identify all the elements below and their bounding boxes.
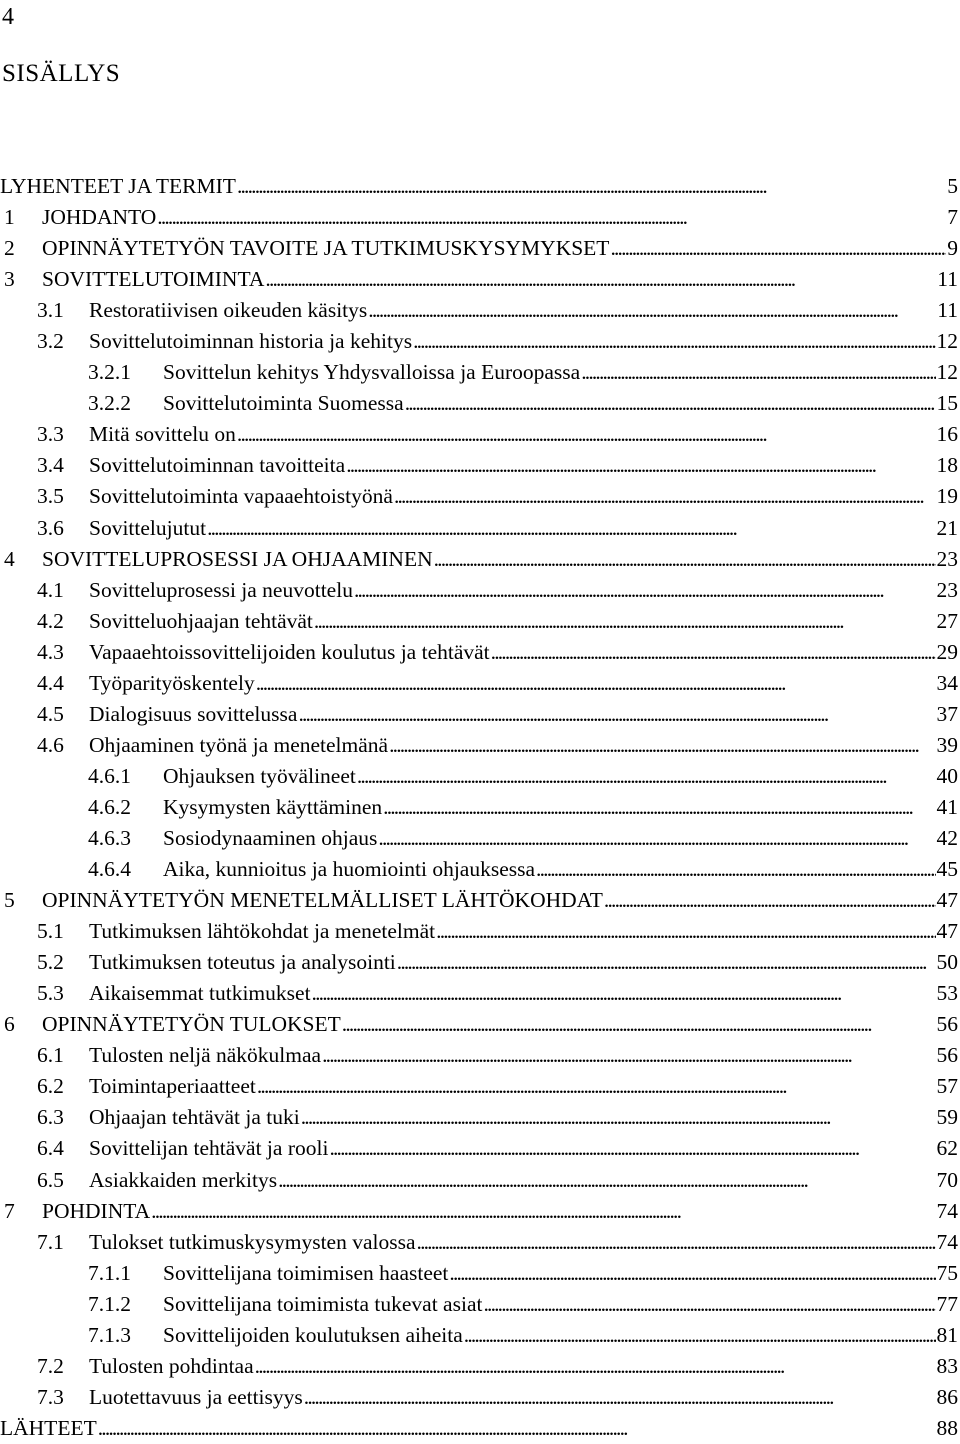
toc-entry-number: 4.6.2 <box>88 794 131 819</box>
toc-entry-title: Sovittelutoiminnan tavoitteita <box>89 453 346 478</box>
toc-entry[interactable] <box>0 761 958 792</box>
toc-entry-title: Toimintaperiaatteet <box>89 1074 256 1099</box>
toc-entry-page: 12 <box>936 329 958 354</box>
dot-leader <box>314 606 936 637</box>
toc-entry-page: 12 <box>936 360 958 385</box>
toc-entry-page: 74 <box>936 1229 958 1254</box>
toc-entry-page: 47 <box>936 919 958 944</box>
dot-leader <box>464 1320 936 1351</box>
dot-leader <box>298 699 935 730</box>
dot-leader <box>265 264 936 295</box>
toc-entry-page: 18 <box>936 453 958 478</box>
toc-entry-page: 23 <box>936 546 958 571</box>
toc-entry[interactable] <box>0 202 958 233</box>
dot-leader <box>151 1196 935 1227</box>
toc-entry-number: 1 <box>4 205 15 230</box>
dot-leader <box>342 1009 936 1040</box>
toc-entry[interactable] <box>0 1320 958 1351</box>
dot-leader <box>417 1227 936 1258</box>
toc-entry-number: 6.5 <box>37 1167 64 1192</box>
toc-entry[interactable] <box>0 326 958 357</box>
toc-entry-page: 34 <box>936 670 958 695</box>
toc-entry-number: 3.2.1 <box>88 360 131 385</box>
toc-entry-page: 62 <box>936 1136 958 1161</box>
toc-entry[interactable] <box>0 513 958 544</box>
dot-leader <box>394 481 936 512</box>
toc-entry-number: 3.6 <box>37 515 64 540</box>
toc-entry-number: 4.1 <box>37 577 64 602</box>
toc-entry[interactable] <box>0 947 958 978</box>
toc-entry-title: Kysymysten käyttäminen <box>163 794 383 819</box>
toc-entry[interactable] <box>0 1071 958 1102</box>
toc-entry-title: POHDINTA <box>42 1198 151 1223</box>
toc-entry-title: OPINNÄYTETYÖN TULOKSET <box>42 1012 341 1037</box>
toc-entry[interactable] <box>0 295 958 326</box>
toc-entry-number: 7 <box>4 1198 15 1223</box>
toc-entry-number: 3.2 <box>37 329 64 354</box>
toc-entry-title: LYHENTEET JA TERMIT <box>0 174 236 198</box>
dot-leader <box>98 1413 936 1444</box>
toc-entry-page: 42 <box>936 825 958 850</box>
toc-entry[interactable] <box>0 978 958 1009</box>
toc-entry[interactable] <box>0 1165 958 1196</box>
toc-entry[interactable] <box>0 1102 958 1133</box>
toc-entry-number: 4.5 <box>37 701 64 726</box>
toc-entry-number: 3 <box>4 267 15 292</box>
toc-entry-title: Tulokset tutkimuskysymysten valossa <box>89 1229 416 1254</box>
toc-entry[interactable] <box>0 233 958 264</box>
toc-entry-page: 57 <box>936 1074 958 1099</box>
dot-leader <box>413 326 935 357</box>
toc-entry-number: 4.4 <box>37 670 64 695</box>
toc-entry-title: Vapaaehtoissovittelijoiden koulutus ja tehtävät <box>89 639 490 664</box>
dot-leader <box>257 1071 936 1102</box>
toc-entry-page: 15 <box>936 391 958 416</box>
toc-entry-number: 5.3 <box>37 981 64 1006</box>
toc-entry-page: 70 <box>936 1167 958 1192</box>
toc-entry[interactable] <box>0 481 958 512</box>
toc-entry-title: Sovittelijan tehtävät ja rooli <box>89 1136 329 1161</box>
toc-entry-title: SOVITTELUTOIMINTA <box>42 267 265 292</box>
toc-entry[interactable] <box>0 699 958 730</box>
toc-entry-page: 53 <box>936 981 958 1006</box>
toc-entry-number: 6.1 <box>37 1043 64 1068</box>
toc-entry-title: Ohjauksen työvälineet <box>163 763 356 788</box>
toc-entry[interactable] <box>0 730 958 761</box>
toc-entry-number: 7.1.2 <box>88 1291 131 1316</box>
toc-entry-number: 4.6.4 <box>88 857 131 882</box>
toc-entry-page: 77 <box>936 1291 958 1316</box>
dot-leader <box>301 1102 936 1133</box>
toc-entry-title: Mitä sovittelu on <box>89 422 236 447</box>
toc-entry-page: 47 <box>936 888 958 913</box>
toc-entry-title: Aika, kunnioitus ja huomiointi ohjauksessa <box>163 857 536 882</box>
toc-entry-title: Sovittelun kehitys Yhdysvalloissa ja Euroopassa <box>163 360 581 385</box>
toc-entry-title: Sovittelutoiminta Suomessa <box>163 391 404 416</box>
toc-entry-number: 3.3 <box>37 422 64 447</box>
toc-entry-title: Dialogisuus sovittelussa <box>89 701 298 726</box>
toc-entry-title: Sovittelujutut <box>89 515 207 540</box>
toc-entry-page: 41 <box>936 794 958 819</box>
toc-entry-number: 6 <box>4 1012 15 1037</box>
toc-entry[interactable] <box>0 1227 958 1258</box>
toc-heading: SISÄLLYS <box>2 60 121 87</box>
dot-leader <box>389 730 935 761</box>
dot-leader <box>378 823 935 854</box>
toc-entry[interactable] <box>0 823 958 854</box>
toc-entry-title: Sovittelutoiminnan historia ja kehitys <box>89 329 413 354</box>
toc-entry-page: 23 <box>936 577 958 602</box>
toc-entry[interactable] <box>0 606 958 637</box>
dot-leader <box>346 450 935 481</box>
toc-entry-page: 83 <box>936 1353 958 1378</box>
toc-entry-page: 29 <box>936 639 958 664</box>
toc-entry-title: OPINNÄYTETYÖN MENETELMÄLLISET LÄHTÖKOHDAT <box>42 888 603 913</box>
toc-entry[interactable] <box>0 1413 958 1444</box>
dot-leader <box>397 947 936 978</box>
toc-entry-title: Sovittelijana toimimisen haasteet <box>163 1260 449 1285</box>
toc-entry[interactable] <box>0 792 958 823</box>
toc-entry-number: 7.1 <box>37 1229 64 1254</box>
toc-entry-page: 7 <box>947 205 958 230</box>
toc-entry-number: 2 <box>4 236 15 261</box>
toc-entry[interactable] <box>0 450 958 481</box>
dot-leader <box>237 171 946 202</box>
toc-entry-title: Luotettavuus ja eettisyys <box>89 1384 303 1409</box>
toc-entry-title: Ohjaajan tehtävät ja tuki <box>89 1105 300 1130</box>
toc-entry-number: 7.1.3 <box>88 1322 131 1347</box>
toc-entry[interactable] <box>0 357 958 388</box>
toc-entry-page: 5 <box>947 174 958 198</box>
dot-leader <box>357 761 936 792</box>
toc-entry[interactable] <box>0 854 958 885</box>
dot-leader <box>354 575 936 606</box>
dot-leader <box>436 916 935 947</box>
toc-entry-page: 59 <box>936 1105 958 1130</box>
toc-entry[interactable] <box>0 264 958 295</box>
toc-entry-title: Sosiodynaaminen ohjaus <box>163 825 378 850</box>
toc-entry-page: 75 <box>936 1260 958 1285</box>
dot-leader <box>207 513 935 544</box>
toc-entry[interactable] <box>0 419 958 450</box>
toc-entry-page: 11 <box>937 267 958 292</box>
dot-leader <box>368 295 936 326</box>
toc-entry-number: 6.4 <box>37 1136 64 1161</box>
toc-entry-page: 81 <box>936 1322 958 1347</box>
dot-leader <box>312 978 936 1009</box>
toc-entry-title: Työparityöskentely <box>89 670 255 695</box>
toc-entry[interactable] <box>0 171 958 202</box>
toc-entry-title: SOVITTELUPROSESSI JA OHJAAMINEN <box>42 546 433 571</box>
dot-leader <box>581 357 935 388</box>
toc-entry-title: Sovittelutoiminta vapaaehtoistyönä <box>89 484 393 509</box>
toc-entry-title: LÄHTEET <box>0 1415 97 1440</box>
toc-entry-page: 16 <box>936 422 958 447</box>
dot-leader <box>255 1351 936 1382</box>
toc-entry-number: 6.3 <box>37 1105 64 1130</box>
toc-entry-page: 45 <box>936 857 958 882</box>
toc-entry-number: 3.2.2 <box>88 391 131 416</box>
toc-entry-number: 7.1.1 <box>88 1260 131 1285</box>
dot-leader <box>610 233 946 264</box>
toc-entry-title: Asiakkaiden merkitys <box>89 1167 278 1192</box>
dot-leader <box>157 202 946 233</box>
toc-entry-page: 50 <box>936 950 958 975</box>
toc-entry[interactable] <box>0 637 958 668</box>
toc-entry-number: 4.3 <box>37 639 64 664</box>
toc-entry-page: 56 <box>936 1043 958 1068</box>
toc-entry-page: 19 <box>936 484 958 509</box>
toc-entry[interactable] <box>0 1382 958 1413</box>
toc-entry-title: JOHDANTO <box>42 205 157 230</box>
toc-entry-number: 3.4 <box>37 453 64 478</box>
toc-entry-title: OPINNÄYTETYÖN TAVOITE JA TUTKIMUSKYSYMYKSET <box>42 236 610 261</box>
toc-entry[interactable] <box>0 575 958 606</box>
toc-entry[interactable] <box>0 1258 958 1289</box>
toc-entry-page: 86 <box>936 1384 958 1409</box>
dot-leader <box>491 637 936 668</box>
toc-entry-number: 5 <box>4 888 15 913</box>
toc-entry-number: 5.1 <box>37 919 64 944</box>
dot-leader <box>434 544 936 575</box>
toc-entry-number: 6.2 <box>37 1074 64 1099</box>
toc-entry-number: 5.2 <box>37 950 64 975</box>
toc-entry-title: Sovitteluohjaajan tehtävät <box>89 608 313 633</box>
toc-entry-number: 4.2 <box>37 608 64 633</box>
toc-entry-title: Aikaisemmat tutkimukset <box>89 981 311 1006</box>
table-of-contents <box>0 171 958 1444</box>
dot-leader <box>237 419 936 450</box>
toc-entry-number: 7.2 <box>37 1353 64 1378</box>
toc-entry-number: 4.6 <box>37 732 64 757</box>
dot-leader <box>449 1258 935 1289</box>
dot-leader <box>256 668 936 699</box>
toc-entry-title: Tutkimuksen lähtökohdat ja menetelmät <box>89 919 436 944</box>
page-number: 4 <box>2 4 14 30</box>
toc-entry-title: Tulosten pohdintaa <box>89 1353 254 1378</box>
toc-entry[interactable] <box>0 1040 958 1071</box>
toc-entry[interactable] <box>0 388 958 419</box>
toc-entry-number: 4.6.1 <box>88 763 131 788</box>
toc-entry-page: 21 <box>936 515 958 540</box>
toc-entry-page: 11 <box>937 298 958 323</box>
toc-entry-page: 39 <box>936 732 958 757</box>
toc-entry-title: Restoratiivisen oikeuden käsitys <box>89 298 368 323</box>
toc-entry[interactable] <box>0 1289 958 1320</box>
toc-entry-number: 3.5 <box>37 484 64 509</box>
toc-entry-page: 37 <box>936 701 958 726</box>
toc-entry-number: 4.6.3 <box>88 825 131 850</box>
toc-entry-title: Sovittelijoiden koulutuksen aiheita <box>163 1322 463 1347</box>
toc-entry[interactable] <box>0 544 958 575</box>
toc-entry-page: 40 <box>936 763 958 788</box>
toc-entry-title: Tutkimuksen toteutus ja analysointi <box>89 950 396 975</box>
toc-entry[interactable] <box>0 1196 958 1227</box>
toc-entry[interactable] <box>0 1351 958 1382</box>
toc-entry-page: 88 <box>936 1415 958 1440</box>
toc-entry[interactable] <box>0 668 958 699</box>
dot-leader <box>383 792 935 823</box>
toc-entry-title: Sovitteluprosessi ja neuvottelu <box>89 577 353 602</box>
dot-leader <box>604 885 936 916</box>
toc-entry-page: 56 <box>936 1012 958 1037</box>
dot-leader <box>304 1382 936 1413</box>
toc-entry-page: 9 <box>947 236 958 261</box>
dot-leader <box>483 1289 935 1320</box>
dot-leader <box>322 1040 935 1071</box>
toc-entry-number: 3.1 <box>37 298 64 323</box>
dot-leader <box>278 1165 935 1196</box>
toc-entry-page: 27 <box>936 608 958 633</box>
toc-entry[interactable] <box>0 885 958 916</box>
toc-entry[interactable] <box>0 1133 958 1164</box>
toc-entry[interactable] <box>0 916 958 947</box>
toc-entry-title: Ohjaaminen työnä ja menetelmänä <box>89 732 389 757</box>
toc-entry-title: Tulosten neljä näkökulmaa <box>89 1043 322 1068</box>
toc-entry-number: 4 <box>4 546 15 571</box>
dot-leader <box>405 388 936 419</box>
toc-entry[interactable] <box>0 1009 958 1040</box>
toc-entry-page: 74 <box>936 1198 958 1223</box>
dot-leader <box>329 1133 935 1164</box>
toc-entry-title: Sovittelijana toimimista tukevat asiat <box>163 1291 483 1316</box>
dot-leader <box>536 854 935 885</box>
toc-entry-number: 7.3 <box>37 1384 64 1409</box>
